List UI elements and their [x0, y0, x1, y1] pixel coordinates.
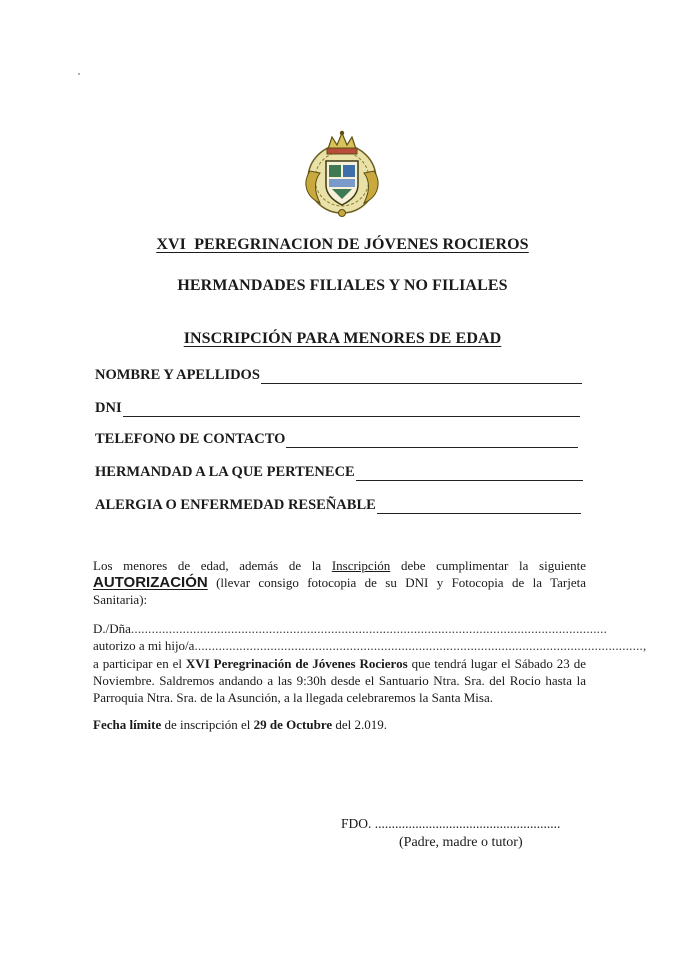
intro-underlined: Inscripción [331, 558, 391, 573]
dotted-fill: .......................................................................................................................................... [130, 621, 608, 636]
deadline-label: Fecha límite [93, 717, 162, 732]
field-dni[interactable] [95, 397, 580, 417]
form-title-text: INSCRIPCIÓN PARA MENORES DE EDAD [183, 330, 502, 347]
field-hermandad[interactable] [95, 461, 583, 481]
field-label: NOMBRE Y APELLIDOS [95, 367, 260, 383]
child-name-label: autorizo a mi hijo/a [93, 638, 195, 653]
coat-of-arms-emblem-icon [298, 127, 386, 219]
field-fill-line[interactable] [123, 400, 580, 417]
intro-text: (llevar consigo fotocopia de su DNI y Fotocopia de la Tarjeta Sanitaria): [93, 575, 586, 607]
field-label: TELEFONO DE CONTACTO [95, 431, 286, 447]
authorization-keyword: AUTORIZACIÓN [93, 574, 208, 591]
dotted-fill: .................................................................................................................................., [194, 638, 647, 653]
body-text: que tendrá lugar el Sábado 23 de Noviembre. Saldremos andando a las 9:30h desde el Santuario Ntra. Sra. del Rocio hasta la Parroquia Ntra. Sra. de la Asunción, a la llegada celebraremos la Santa Misa. [93, 656, 586, 705]
page-title [0, 236, 685, 254]
intro-text: Los menores de edad, además de la [93, 558, 332, 573]
child-name-line[interactable] [93, 638, 647, 654]
field-label: ALERGIA O ENFERMEDAD RESEÑABLE [95, 497, 376, 513]
field-fill-line[interactable] [261, 367, 582, 384]
field-telefono[interactable] [95, 428, 578, 448]
deadline-text: del 2.019. [332, 717, 388, 732]
field-nombre[interactable] [95, 364, 582, 384]
title-text: PEREGRINACION DE JÓVENES ROCIEROS [194, 236, 529, 253]
field-alergia[interactable] [95, 494, 581, 514]
parent-name-line[interactable] [93, 621, 608, 637]
field-fill-line[interactable] [356, 464, 583, 481]
field-fill-line[interactable] [286, 431, 578, 448]
parent-name-label: D./Dña [93, 621, 131, 636]
page-subtitle: HERMANDADES FILIALES Y NO FILIALES [177, 277, 508, 294]
intro-text: debe cumplimentar la siguiente [390, 558, 586, 573]
field-label: DNI [95, 400, 122, 416]
deadline-text: de inscripción el [161, 717, 254, 732]
field-label: HERMANDAD A LA QUE PERTENECE [95, 464, 355, 480]
authorization-body [93, 655, 586, 706]
title-number: XVI [156, 236, 186, 253]
scan-speck [78, 73, 80, 75]
field-fill-line[interactable] [377, 497, 581, 514]
deadline-date: 29 de Octubre [253, 717, 333, 732]
event-name: XVI Peregrinación de Jóvenes Rocieros [185, 656, 408, 671]
signature-line[interactable]: FDO. ....................................................... [341, 816, 561, 831]
deadline-note [93, 716, 586, 733]
authorization-intro [93, 557, 586, 608]
form-title [0, 330, 685, 348]
body-text: a participar en el [93, 656, 186, 671]
signature-note: (Padre, madre o tutor) [399, 835, 523, 850]
